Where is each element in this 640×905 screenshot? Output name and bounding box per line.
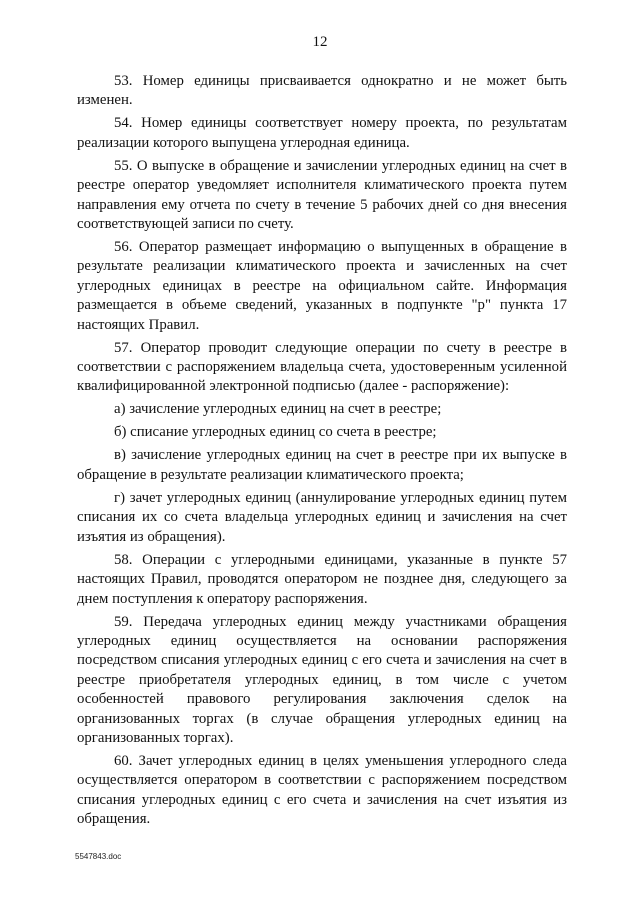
file-name-footer: 5547843.doc (75, 852, 122, 861)
page-number: 12 (312, 34, 328, 50)
subitem-b: б) списание углеродных единиц со счета в реестре; (114, 424, 437, 441)
subitem-a: а) зачисление углеродных единиц на счет в реестре; (114, 401, 442, 418)
subitem-v: в) зачисление углеродных единиц на счет в реестре при их выпуске в обращение в результате реализации климатического проекта; (77, 447, 567, 483)
subitem-g: г) зачет углеродных единиц (аннулирование углеродных единиц путем списания их со счета владельца углеродных единиц и зачисления на счет изъятия из обращения). (77, 489, 567, 545)
paragraph-58: 58. Операции с углеродными единицами, указанные в пункте 57 настоящих Правил, проводятся оператором не позднее дня, следующего за днем поступления к оператору распоряжения. (77, 551, 567, 607)
document-body (77, 72, 567, 833)
paragraph-57: 57. Оператор проводит следующие операции по счету в реестре в соответствии с распоряжением владельца счета, удостоверенным усиленной квалифицированной электронной подписью (далее - распоряжение): (77, 339, 567, 395)
paragraph-60: 60. Зачет углеродных единиц в целях уменьшения углеродного следа осуществляется оператором в соответствии с распоряжением посредством списания углеродных единиц с его счета и зачисления на счет изъятия из обращения. (77, 752, 567, 828)
paragraph-59: 59. Передача углеродных единиц между участниками обращения углеродных единиц осуществляется на основании распоряжения посредством списания углеродных единиц с его счета и зачисления на счет в реестре приобретателя углеродных единиц, в том числе с учетом особенностей правового регулирования заключения сделок на организованных торгах (в случае обращения углеродных единиц на организованных торгах). (77, 613, 567, 746)
paragraph-53: 53. Номер единицы присваивается однократно и не может быть изменен. (77, 73, 567, 109)
paragraph-55: 55. О выпуске в обращение и зачислении углеродных единиц на счет в реестре оператор уведомляет исполнителя климатического проекта путем направления ему отчета по счету в течение 5 рабочих дней со дня внесения соответствующей записи по счету. (77, 157, 567, 233)
paragraph-56: 56. Оператор размещает информацию о выпущенных в обращение в результате реализации климатического проекта и зачисленных на счет углеродных единицах в реестре на официальном сайте. Информация размещается в объеме сведений, указанных в подпункте "р" пункта 17 настоящих Правил. (77, 239, 567, 333)
paragraph-54: 54. Номер единицы соответствует номеру проекта, по результатам реализации которого выпущена углеродная единица. (77, 115, 567, 151)
